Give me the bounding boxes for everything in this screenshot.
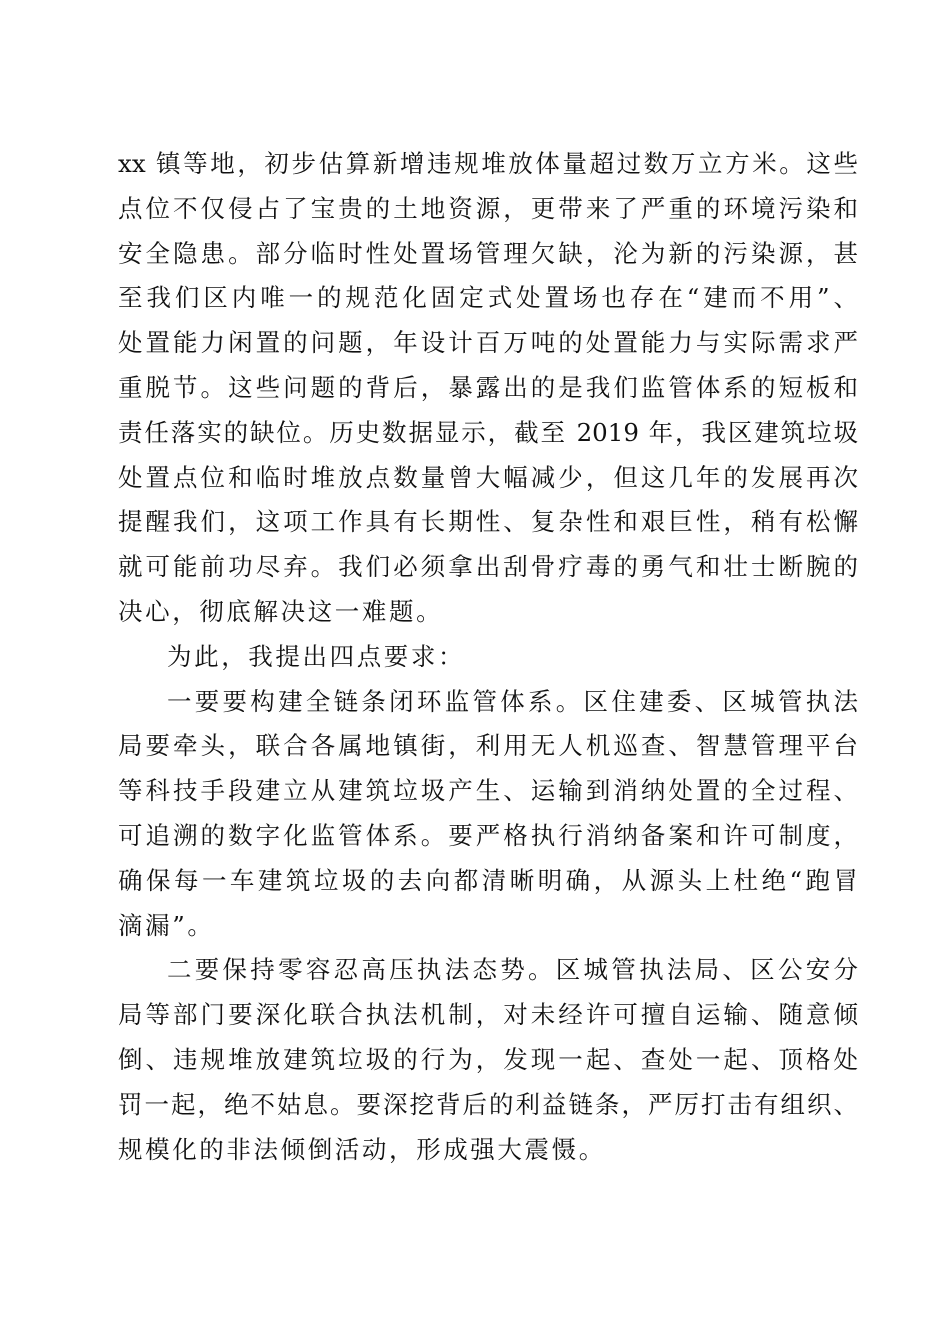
- document-body: [118, 142, 858, 1172]
- text-line: 可追溯的数字化监管体系。要严格执行消纳备案和许可制度，: [118, 820, 858, 850]
- text-line: 责任落实的缺位。历史数据显示，截至 2019 年，我区建筑垃圾: [118, 417, 858, 447]
- text-line: 至我们区内唯一的规范化固定式处置场也存在“建而不用”、: [118, 283, 858, 313]
- text-line: 决心，彻底解决这一难题。: [118, 596, 444, 626]
- paragraph-3: [118, 680, 858, 949]
- text-line: 点位不仅侵占了宝贵的土地资源，更带来了严重的环境污染和: [118, 193, 858, 223]
- text-line: 重脱节。这些问题的背后，暴露出的是我们监管体系的短板和: [118, 372, 858, 402]
- text-line: xx 镇等地，初步估算新增违规堆放体量超过数万立方米。这些: [118, 149, 858, 178]
- text-line: 滴漏”。: [118, 910, 215, 940]
- paragraph-1: [118, 142, 858, 635]
- text-line: 局等部门要深化联合执法机制，对未经许可擅自运输、随意倾: [118, 1000, 858, 1030]
- text-line: 规模化的非法倾倒活动，形成强大震慑。: [118, 1134, 606, 1164]
- paragraph-4: [118, 948, 858, 1172]
- text-line: 为此，我提出四点要求：: [167, 641, 466, 671]
- text-line: 处置点位和临时堆放点数量曾大幅减少，但这几年的发展再次: [118, 462, 858, 492]
- text-line: 安全隐患。部分临时性处置场管理欠缺，沦为新的污染源，甚: [118, 238, 858, 268]
- text-line: 局要牵头，联合各属地镇街，利用无人机巡查、智慧管理平台: [118, 731, 858, 761]
- text-line: 处置能力闲置的问题，年设计百万吨的处置能力与实际需求严: [118, 328, 858, 358]
- text-line: 倒、违规堆放建筑垃圾的行为，发现一起、查处一起、顶格处: [118, 1044, 858, 1074]
- text-line: 二要保持零容忍高压执法态势。区城管执法局、区公安分: [167, 955, 858, 985]
- text-line: 等科技手段建立从建筑垃圾产生、运输到消纳处置的全过程、: [118, 776, 858, 806]
- text-line: 一要要构建全链条闭环监管体系。区住建委、区城管执法: [167, 686, 858, 716]
- text-line: 罚一起，绝不姑息。要深挖背后的利益链条，严厉打击有组织、: [118, 1089, 858, 1119]
- text-line: 确保每一车建筑垃圾的去向都清晰明确，从源头上杜绝“跑冒: [118, 865, 858, 895]
- text-line: 提醒我们，这项工作具有长期性、复杂性和艰巨性，稍有松懈: [118, 507, 858, 537]
- paragraph-2: [118, 635, 858, 680]
- text-line: 就可能前功尽弃。我们必须拿出刮骨疗毒的勇气和壮士断腕的: [118, 552, 858, 582]
